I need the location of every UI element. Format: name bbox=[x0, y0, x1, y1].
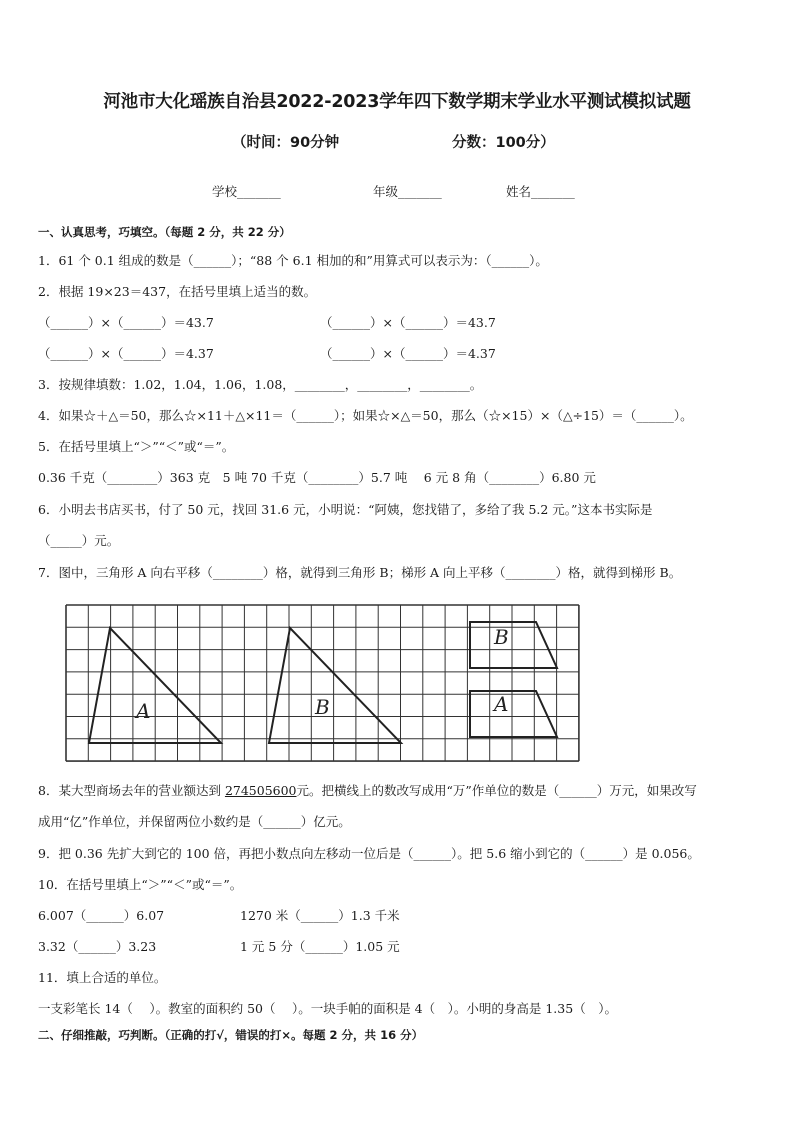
question-5: 5．在括号里填上“＞”“＜”或“＝”。 bbox=[38, 439, 235, 454]
question-8-continued: 成用“亿”作单位，并保留两位小数约是（______）亿元。 bbox=[38, 814, 351, 829]
question-2-blank-d: （______）×（______）＝4.37 bbox=[320, 346, 496, 361]
question-2-blank-a: （______）×（______）＝43.7 bbox=[38, 315, 214, 330]
question-9: 9．把 0.36 先扩大到它的 100 倍，再把小数点向左移动一位后是（______）。把 5.6 缩小到它的（______）是 0.056。 bbox=[38, 846, 700, 861]
school-field[interactable]: 学校_______ bbox=[212, 184, 281, 199]
question-10: 10．在括号里填上“＞”“＜”或“＝”。 bbox=[38, 877, 243, 892]
question-2-blank-b: （______）×（______）＝43.7 bbox=[320, 315, 496, 330]
label-b-triangle: B bbox=[315, 695, 330, 719]
question-10-item-a: 6.007（______）6.07 bbox=[38, 908, 165, 923]
question-4: 4．如果☆＋△＝50，那么☆×11＋△×11＝（______）；如果☆×△＝50，那么（☆×15）×（△÷15）＝（______）。 bbox=[38, 408, 693, 423]
page-title: 河池市大化瑶族自治县2022-2023学年四下数学期末学业水平测试模拟试题 bbox=[103, 92, 691, 112]
label-a-triangle: A bbox=[136, 699, 151, 723]
question-10-item-c: 3.32（______）3.23 bbox=[38, 939, 157, 954]
question-10-item-d: 1 元 5 分（______）1.05 元 bbox=[240, 939, 400, 954]
name-field[interactable]: 姓名_______ bbox=[506, 184, 575, 199]
question-5-items: 0.36 千克（________）363 克 5 吨 70 千克（________）5.7 吨 6 元 8 角（________）6.80 元 bbox=[38, 470, 596, 485]
question-2: 2．根据 19×23＝437，在括号里填上适当的数。 bbox=[38, 284, 317, 299]
question-7: 7．图中，三角形 A 向右平移（________）格，就得到三角形 B；梯形 A 向上平移（________）格，就得到梯形 B。 bbox=[38, 565, 682, 580]
exam-time: （时间：90分钟 bbox=[232, 135, 340, 151]
question-2-blank-c: （______）×（______）＝4.37 bbox=[38, 346, 214, 361]
question-3: 3．按规律填数：1.02，1.04，1.06，1.08，________，________，________。 bbox=[38, 377, 483, 392]
question-8-text-after: 元。把横线上的数改写成用“万”作单位的数是（______）万元，如果改写 bbox=[296, 783, 697, 798]
trapezoid-a bbox=[470, 691, 557, 737]
question-11-items: 一支彩笔长 14（ ）。教室的面积约 50（ ）。一块手帕的面积是 4（ ）。小明的身高是 1.35（ ）。 bbox=[38, 1001, 617, 1016]
question-6: 6．小明去书店买书，付了 50 元，找回 31.6 元，小明说：“阿姨，您找错了，多给了我 5.2 元。”这本书实际是 bbox=[38, 502, 653, 517]
label-a-trapezoid: A bbox=[494, 692, 509, 716]
question-10-item-b: 1270 米（______）1.3 千米 bbox=[240, 908, 400, 923]
question-11: 11．填上合适的单位。 bbox=[38, 970, 167, 985]
question-8-text: 8．某大型商场去年的营业额达到 bbox=[38, 783, 225, 798]
section-1-heading: 一、认真思考，巧填空。（每题 2 分，共 22 分） bbox=[38, 225, 291, 239]
label-b-trapezoid: B bbox=[494, 625, 509, 649]
trapezoid-b bbox=[470, 622, 557, 668]
exam-score: 分数：100分） bbox=[452, 135, 555, 151]
question-6-continued: （_____）元。 bbox=[38, 533, 120, 548]
question-1: 1．61 个 0.1 组成的数是（______）；“88 个 6.1 相加的和”用算式可以表示为：（______）。 bbox=[38, 253, 548, 268]
question-8-number: 274505600 bbox=[224, 783, 297, 798]
grade-field[interactable]: 年级_______ bbox=[373, 184, 442, 199]
section-2-heading: 二、仔细推敲，巧判断。（正确的打√，错误的打×。每题 2 分，共 16 分） bbox=[38, 1028, 424, 1042]
question-8 bbox=[38, 781, 697, 799]
